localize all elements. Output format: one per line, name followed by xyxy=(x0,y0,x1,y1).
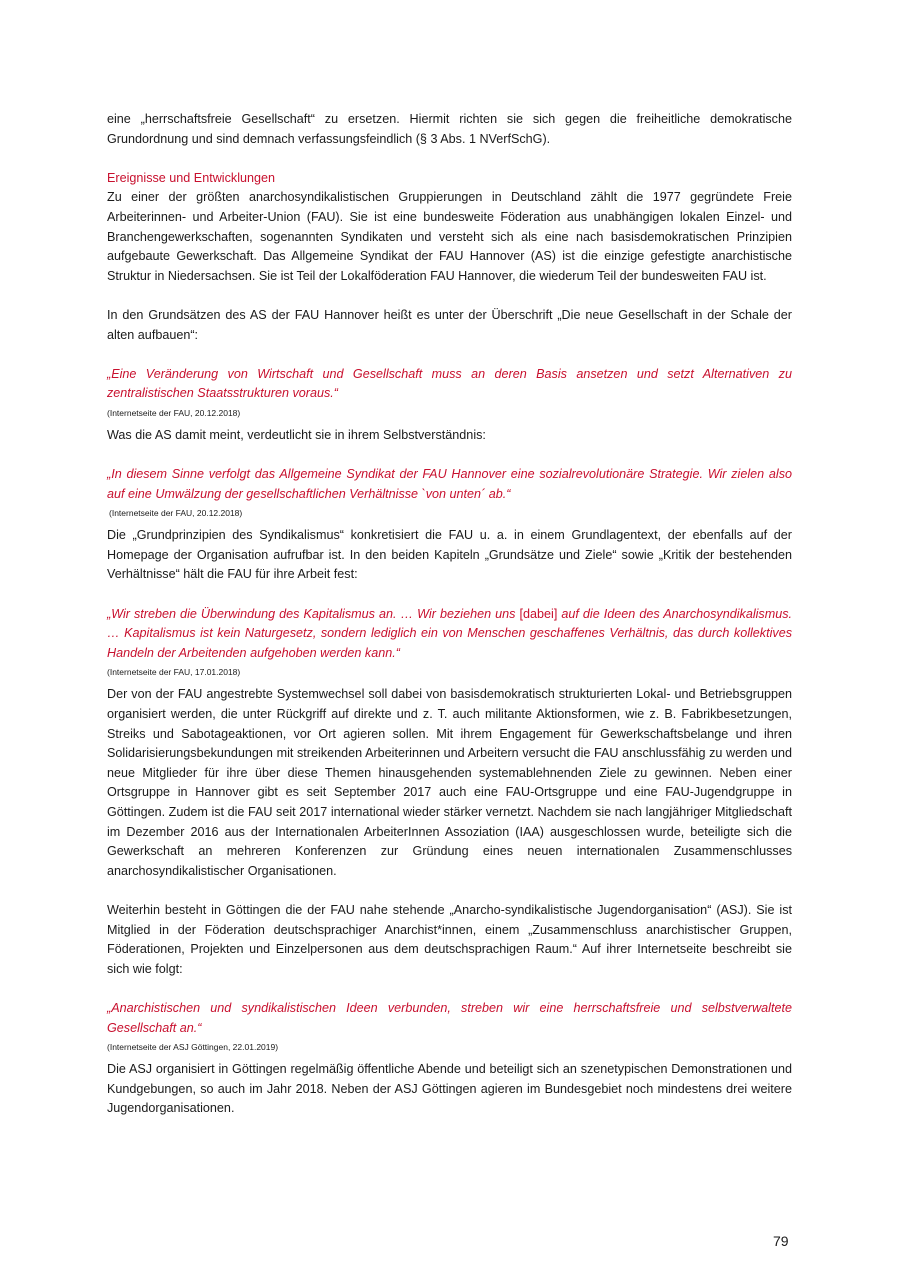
quote-3-source: (Internetseite der FAU, 17.01.2018) xyxy=(107,667,241,678)
quote-4-source: (Internetseite der ASJ Göttingen, 22.01.2019) xyxy=(107,1042,279,1053)
quote-2-source: (Internetseite der FAU, 20.12.2018) xyxy=(109,508,243,519)
paragraph-asj: Weiterhin besteht in Göttingen die der FAU nahe stehende „Anarcho-syndikalistische Jugendorganisation“ (ASJ). Sie ist Mitglied in der Föderation deutschsprachiger Anarchist*innen, einem „Zusammenschluss anarchistischer Gruppen, Föderationen, Projekten und Einzelpersonen aus dem deutschsprachigen Raum.“ Auf ihrer Internetseite beschreibt sie sich wie folgt: xyxy=(107,902,792,976)
paragraph-self-understanding: Was die AS damit meint, verdeutlicht sie in ihrem Selbstverständnis: xyxy=(107,427,486,442)
section-heading: Ereignisse und Entwicklungen xyxy=(107,170,276,185)
page-number: 79 xyxy=(773,1233,789,1249)
paragraph-fau-overview: Zu einer der größten anarchosyndikalistischen Gruppierungen in Deutschland zählt die 1977 gegründete Freie Arbeiterinnen- und Arbeiter-Union (FAU). Sie ist eine bundesweite Föderation aus unabhängigen lokalen Einzel- und Branchengewerkschaften, sogenannten Syndikaten und versteht sich als eine nach basisdemokratischen Prinzipien aufgebaute Gewerkschaft. Das Allgemeine Syndikat der FAU Hannover (AS) ist die einzige gefestigte anarchistische Struktur in Niedersachsen. Sie ist Teil der Lokalföderation FAU Hannover, die wiederum Teil der bundesweiten FAU ist. xyxy=(107,190,792,283)
quote-4: „Anarchistischen und syndikalistischen Ideen verbunden, streben wir eine herrschaftsfreie und selbstverwaltete Gesellschaft an.“ xyxy=(107,1000,792,1035)
paragraph-systemwechsel: Der von der FAU angestrebte Systemwechsel soll dabei von basisdemokratisch strukturierten Lokal- und Betriebsgruppen organisiert werden, die unter Rückgriff auf direkte und z. T. auch militante Aktionsformen, wie z. B. Fabrikbesetzungen, Streiks und Sabotageaktionen, vor Ort agieren sollen. Mit ihrem Engagement für Gewerkschaftsbelange und ihren Solidarisierungsbekundungen mit streikenden Arbeiterinnen und Arbeitern versucht die FAU anschlussfähig zu werden und neue Mitglieder für ihre über diese Themen hinausgehenden systemablehnenden Ziele zu gewinnen. Neben einer Ortsgruppe in Hannover gibt es seit September 2017 auch eine FAU-Ortsgruppe und eine FAU-Jugendgruppe in Göttingen. Zudem ist die FAU seit 2017 international wieder stärker vernetzt. Nachdem sie nach langjähriger Mitgliedschaft im Dezember 2016 aus der Internationalen ArbeiterInnen Assoziation (IAA) ausgeschlossen wurde, beteiligte sich die Gewerkschaft an mehreren Konferenzen zur Gründung eines neuen internationalen Zusammenschlusses anarchosyndikalistischer Organisationen. xyxy=(107,687,792,878)
paragraph-principles: In den Grundsätzen des AS der FAU Hannover heißt es unter der Überschrift „Die neue Gesellschaft in der Schale der alten aufbauen“: xyxy=(107,307,792,342)
paragraph-grundprinzipien: Die „Grundprinzipien des Syndikalismus“ konkretisiert die FAU u. a. in einem Grundlagentext, der ebenfalls auf der Homepage der Organisation aufrufbar ist. In den beiden Kapiteln „Grundsätze und Ziele“ sowie „Kritik der bestehenden Verhältnisse“ hält die FAU für ihre Arbeit fest: xyxy=(107,528,792,582)
quote-1-source: (Internetseite der FAU, 20.12.2018) xyxy=(107,407,241,418)
quote-1: „Eine Veränderung von Wirtschaft und Gesellschaft muss an deren Basis ansetzen und setzt Alternativen zu zentralistischen Staatsstrukturen voraus.“ xyxy=(107,366,792,401)
quote-3-part-a: „Wir streben die Überwindung des Kapitalismus an. … Wir beziehen uns xyxy=(107,606,520,621)
paragraph-asj-activities: Die ASJ organisiert in Göttingen regelmäßig öffentliche Abende und beteiligt sich an szenetypischen Demonstrationen und Kundgebungen, so auch im Jahr 2018. Neben der ASJ Göttingen agieren im Bundesgebiet noch mindestens drei weitere Jugendorganisationen. xyxy=(107,1062,792,1116)
quote-3 xyxy=(107,605,792,664)
paragraph-intro: eine „herrschaftsfreie Gesellschaft“ zu ersetzen. Hiermit richten sie sich gegen die freiheitliche demokratische Grundordnung und sind demnach verfassungsfeindlich (§ 3 Abs. 1 NVerfSchG). xyxy=(107,112,792,146)
quote-3-part-c: auf die Ideen des Anarchosyndikalismus. … Kapitalismus ist kein Naturgesetz, sondern lediglich ein von Menschen geschaffenes Verhältnis, das durch kollektives Handeln der Arbeitenden aufgehoben werden kann.“ xyxy=(107,606,793,660)
page-body xyxy=(107,110,792,1119)
quote-2: „In diesem Sinne verfolgt das Allgemeine Syndikat der FAU Hannover eine sozialrevolutionäre Strategie. Wir zielen also auf eine Umwälzung der gesellschaftlichen Verhältnisse `von unten´ ab.“ xyxy=(107,467,792,501)
quote-3-insert: [dabei] xyxy=(519,606,558,621)
